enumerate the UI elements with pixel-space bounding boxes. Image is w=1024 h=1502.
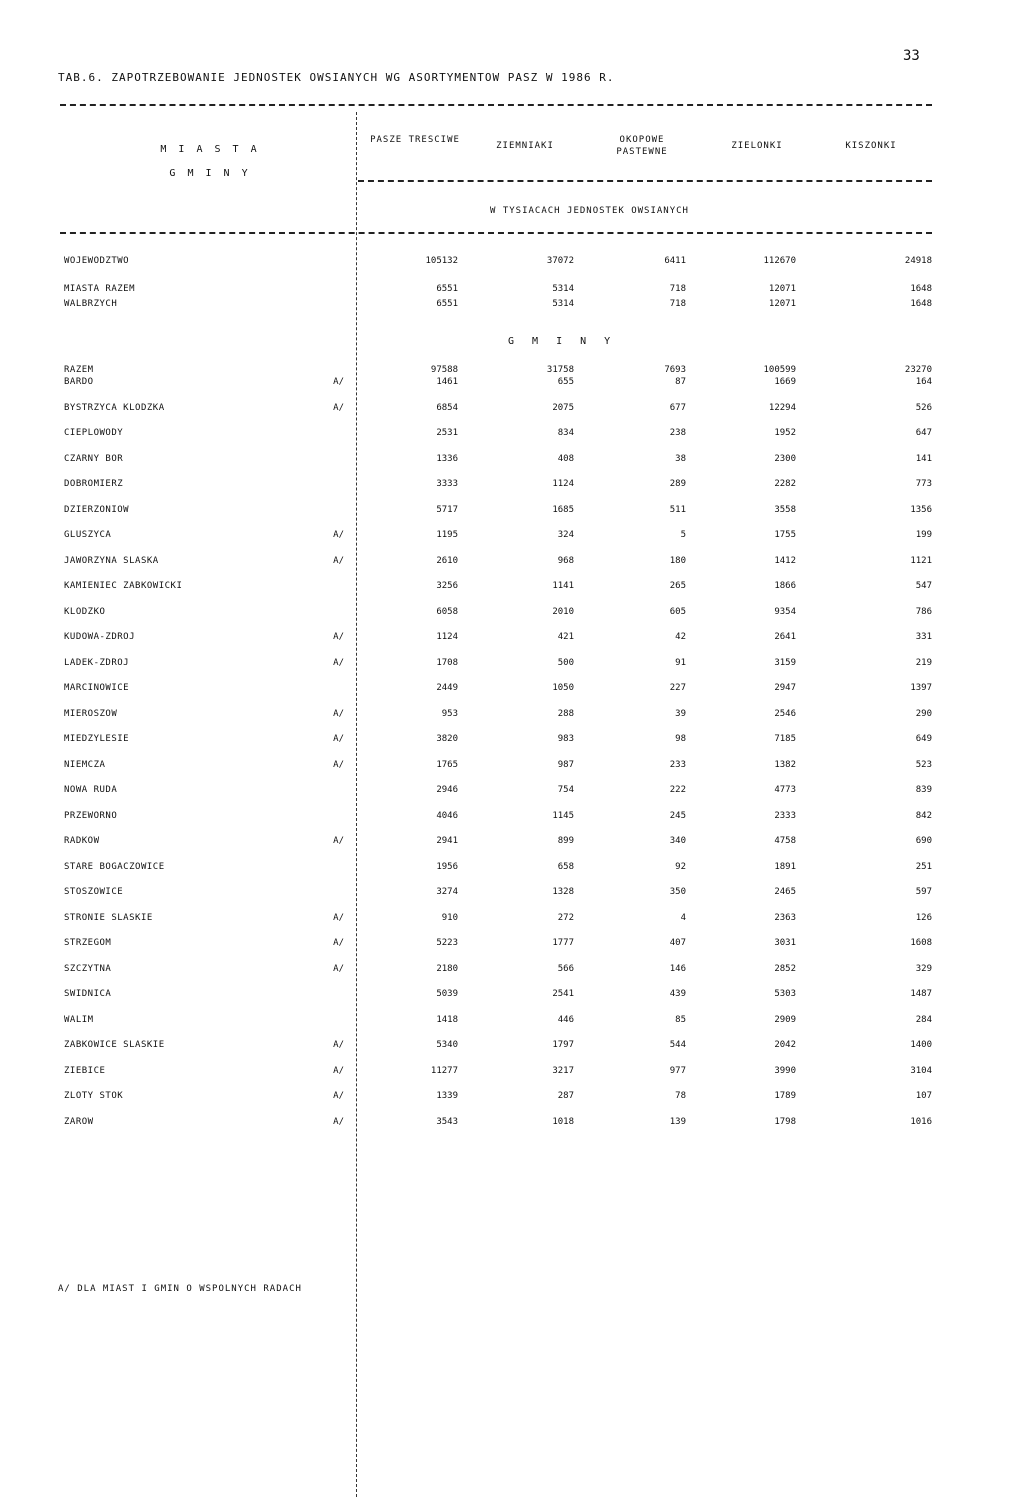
table-row (56, 833, 936, 849)
row-value: 288 (557, 708, 574, 719)
row-value: 5314 (552, 284, 574, 294)
row-value: 6854 (436, 402, 458, 413)
table-row (56, 961, 936, 977)
row-footnote-mark: A/ (333, 912, 344, 923)
row-value: 2449 (436, 683, 458, 693)
row-value: 718 (669, 299, 686, 309)
row-value: 1400 (910, 1040, 932, 1050)
table-row (56, 1088, 936, 1104)
row-value: 329 (915, 963, 932, 974)
row-value: 3333 (436, 479, 458, 489)
row-value: 272 (557, 912, 574, 923)
stub-header-line1: M I A S T A (160, 144, 260, 155)
row-value: 526 (915, 402, 932, 413)
row-value: 4046 (436, 810, 458, 821)
row-value: 42 (675, 632, 686, 642)
row-value: 3031 (774, 938, 796, 948)
row-value: 1145 (552, 810, 574, 821)
row-value: 2909 (774, 1014, 796, 1025)
row-value: 31758 (546, 365, 574, 375)
row-value: 164 (915, 377, 932, 387)
header-separator (358, 180, 932, 182)
row-label: RADKOW (64, 836, 100, 846)
table-row (56, 655, 936, 671)
row-value: 4 (680, 912, 686, 923)
row-value: 6058 (436, 606, 458, 617)
row-value: 544 (669, 1040, 686, 1050)
row-value: 324 (557, 530, 574, 540)
row-footnote-mark: A/ (333, 377, 344, 387)
row-value: 5303 (774, 989, 796, 999)
row-value: 977 (669, 1065, 686, 1076)
row-value: 238 (669, 428, 686, 438)
column-header-pasze: PASZE TRESCIWE (370, 135, 460, 145)
row-value: 658 (557, 861, 574, 872)
row-value: 649 (915, 734, 932, 744)
row-value: 1018 (552, 1116, 574, 1127)
table-row (56, 400, 936, 416)
row-value: 5340 (436, 1040, 458, 1050)
row-label: MIEROSZOW (64, 708, 118, 719)
table-row (56, 1037, 936, 1053)
row-footnote-mark: A/ (333, 555, 344, 566)
row-value: 6411 (664, 256, 686, 266)
row-value: 983 (557, 734, 574, 744)
row-value: 511 (669, 504, 686, 515)
row-value: 987 (557, 759, 574, 770)
row-value: 718 (669, 284, 686, 294)
row-value: 2946 (436, 785, 458, 795)
row-value: 92 (675, 861, 686, 872)
row-value: 1608 (910, 938, 932, 948)
row-label: JAWORZYNA SLASKA (64, 555, 159, 566)
row-value: 7693 (664, 365, 686, 375)
table-row (56, 884, 936, 900)
row-footnote-mark: A/ (333, 938, 344, 948)
row-label: STRZEGOM (64, 938, 112, 948)
row-value: 2010 (552, 606, 574, 617)
row-value: 773 (915, 479, 932, 489)
row-value: 1336 (436, 453, 458, 464)
row-value: 1487 (910, 989, 932, 999)
row-value: 85 (675, 1014, 686, 1025)
row-value: 566 (557, 963, 574, 974)
row-value: 1755 (774, 530, 796, 540)
row-value: 597 (915, 887, 932, 897)
row-value: 3543 (436, 1116, 458, 1127)
row-value: 12071 (768, 284, 796, 294)
row-value: 1669 (774, 377, 796, 387)
row-label: CIEPLOWODY (64, 428, 124, 438)
row-value: 655 (557, 377, 574, 387)
row-value: 4758 (774, 836, 796, 846)
row-value: 2333 (774, 810, 796, 821)
table-row (56, 502, 936, 518)
table-row (56, 296, 936, 312)
header-bottom-rule (60, 232, 932, 234)
row-value: 222 (669, 785, 686, 795)
row-value: 2042 (774, 1040, 796, 1050)
row-value: 139 (669, 1116, 686, 1127)
row-value: 421 (557, 632, 574, 642)
row-value: 842 (915, 810, 932, 821)
row-footnote-mark: A/ (333, 708, 344, 719)
column-header-kiszonki: KISZONKI (845, 141, 897, 151)
row-label: SWIDNICA (64, 989, 112, 999)
row-value: 100599 (763, 365, 796, 375)
row-value: 98 (675, 734, 686, 744)
row-label: PRZEWORNO (64, 810, 118, 821)
table-row (56, 604, 936, 620)
table-row (56, 281, 936, 297)
row-value: 39 (675, 708, 686, 719)
row-value: 2641 (774, 632, 796, 642)
row-value: 500 (557, 657, 574, 668)
column-header-ziemniaki: ZIEMNIAKI (496, 141, 554, 151)
table-row (56, 629, 936, 645)
top-rule (60, 104, 932, 106)
row-value: 1648 (910, 299, 932, 309)
table-row (56, 425, 936, 441)
row-value: 11277 (430, 1065, 458, 1076)
row-value: 1124 (436, 632, 458, 642)
table-row (56, 986, 936, 1002)
table-title: TAB.6. ZAPOTRZEBOWANIE JEDNOSTEK OWSIANYCH WG ASORTYMENTOW PASZ W 1986 R. (58, 71, 615, 84)
row-value: 1789 (774, 1091, 796, 1101)
row-value: 9354 (774, 606, 796, 617)
row-value: 112670 (763, 256, 796, 266)
row-footnote-mark: A/ (333, 657, 344, 668)
row-value: 199 (915, 530, 932, 540)
row-value: 3820 (436, 734, 458, 744)
row-footnote-mark: A/ (333, 1091, 344, 1101)
row-value: 953 (441, 708, 458, 719)
row-value: 5314 (552, 299, 574, 309)
table-row (56, 527, 936, 543)
row-footnote-mark: A/ (333, 759, 344, 770)
row-footnote-mark: A/ (333, 1065, 344, 1076)
row-value: 1195 (436, 530, 458, 540)
row-value: 87 (675, 377, 686, 387)
row-value: 3274 (436, 887, 458, 897)
row-value: 141 (915, 453, 932, 464)
table-row (56, 476, 936, 492)
row-value: 245 (669, 810, 686, 821)
table-row (56, 731, 936, 747)
table-row (56, 680, 936, 696)
row-value: 523 (915, 759, 932, 770)
row-label: DOBROMIERZ (64, 479, 124, 489)
row-value: 5223 (436, 938, 458, 948)
row-value: 78 (675, 1091, 686, 1101)
row-label: DZIERZONIOW (64, 504, 130, 515)
row-value: 2947 (774, 683, 796, 693)
row-value: 1777 (552, 938, 574, 948)
row-footnote-mark: A/ (333, 1040, 344, 1050)
page-number: 33 (903, 48, 920, 64)
row-value: 754 (557, 785, 574, 795)
row-value: 97588 (430, 365, 458, 375)
row-value: 1141 (552, 581, 574, 591)
row-footnote-mark: A/ (333, 734, 344, 744)
row-value: 265 (669, 581, 686, 591)
table-row (56, 935, 936, 951)
row-value: 284 (915, 1014, 932, 1025)
row-value: 407 (669, 938, 686, 948)
row-label: ZLOTY STOK (64, 1091, 124, 1101)
row-value: 786 (915, 606, 932, 617)
row-label: KAMIENIEC ZABKOWICKI (64, 581, 183, 591)
unit-label: W TYSIACACH JEDNOSTEK OWSIANYCH (490, 206, 689, 216)
row-label: RAZEM (64, 365, 94, 375)
row-value: 605 (669, 606, 686, 617)
row-label: STARE BOGACZOWICE (64, 861, 165, 872)
row-footnote-mark: A/ (333, 963, 344, 974)
row-value: 1016 (910, 1116, 932, 1127)
row-value: 968 (557, 555, 574, 566)
row-value: 2531 (436, 428, 458, 438)
row-footnote-mark: A/ (333, 402, 344, 413)
table-row (56, 253, 936, 269)
column-header-okopowe: OKOPOWE PASTEWNE (616, 135, 668, 157)
row-value: 834 (557, 428, 574, 438)
row-label: MIEDZYLESIE (64, 734, 130, 744)
column-divider (356, 112, 357, 1497)
row-value: 2546 (774, 708, 796, 719)
row-label: MARCINOWICE (64, 683, 130, 693)
row-value: 7185 (774, 734, 796, 744)
row-label: GLUSZYCA (64, 530, 112, 540)
row-label: MIASTA RAZEM (64, 284, 136, 294)
row-value: 180 (669, 555, 686, 566)
row-value: 1956 (436, 861, 458, 872)
row-value: 2282 (774, 479, 796, 489)
row-value: 290 (915, 708, 932, 719)
row-footnote-mark: A/ (333, 530, 344, 540)
row-value: 287 (557, 1091, 574, 1101)
row-value: 1050 (552, 683, 574, 693)
row-value: 289 (669, 479, 686, 489)
row-value: 233 (669, 759, 686, 770)
row-value: 1124 (552, 479, 574, 489)
row-label: WALIM (64, 1014, 94, 1025)
table-row (56, 1114, 936, 1130)
row-value: 3159 (774, 657, 796, 668)
row-value: 37072 (546, 256, 574, 266)
row-value: 1461 (436, 377, 458, 387)
table-row (56, 808, 936, 824)
table-row (56, 757, 936, 773)
row-value: 38 (675, 453, 686, 464)
table-row (56, 374, 936, 390)
row-value: 2075 (552, 402, 574, 413)
row-value: 1397 (910, 683, 932, 693)
row-value: 2541 (552, 989, 574, 999)
row-value: 6551 (436, 284, 458, 294)
row-label: WOJEWODZTWO (64, 256, 130, 266)
row-value: 1382 (774, 759, 796, 770)
row-label: ZABKOWICE SLASKIE (64, 1040, 165, 1050)
row-value: 1328 (552, 887, 574, 897)
table-row (56, 553, 936, 569)
footnote: A/ DLA MIAST I GMIN O WSPOLNYCH RADACH (58, 1284, 302, 1294)
row-label: BARDO (64, 377, 94, 387)
row-value: 107 (915, 1091, 932, 1101)
row-label: STOSZOWICE (64, 887, 124, 897)
row-value: 2180 (436, 963, 458, 974)
row-value: 899 (557, 836, 574, 846)
table-row (56, 1012, 936, 1028)
row-value: 1765 (436, 759, 458, 770)
row-value: 91 (675, 657, 686, 668)
row-value: 2941 (436, 836, 458, 846)
row-value: 340 (669, 836, 686, 846)
row-value: 2852 (774, 963, 796, 974)
row-value: 2300 (774, 453, 796, 464)
row-value: 219 (915, 657, 932, 668)
table-row (56, 782, 936, 798)
row-value: 6551 (436, 299, 458, 309)
stub-header-line2: G M I N Y (169, 168, 251, 179)
row-value: 1339 (436, 1091, 458, 1101)
row-value: 3104 (910, 1065, 932, 1076)
table-row (56, 451, 936, 467)
row-footnote-mark: A/ (333, 1116, 344, 1127)
row-value: 1356 (910, 504, 932, 515)
row-value: 1121 (910, 555, 932, 566)
row-footnote-mark: A/ (333, 632, 344, 642)
row-label: LADEK-ZDROJ (64, 657, 130, 668)
row-value: 126 (915, 912, 932, 923)
row-value: 1648 (910, 284, 932, 294)
row-value: 2610 (436, 555, 458, 566)
row-value: 1891 (774, 861, 796, 872)
row-label: WALBRZYCH (64, 299, 118, 309)
row-value: 3558 (774, 504, 796, 515)
row-value: 3256 (436, 581, 458, 591)
row-footnote-mark: A/ (333, 836, 344, 846)
row-value: 331 (915, 632, 932, 642)
row-label: NOWA RUDA (64, 785, 118, 795)
row-value: 1866 (774, 581, 796, 591)
row-value: 2363 (774, 912, 796, 923)
row-value: 690 (915, 836, 932, 846)
table-row (56, 859, 936, 875)
row-label: NIEMCZA (64, 759, 106, 770)
row-value: 1798 (774, 1116, 796, 1127)
table-row (56, 578, 936, 594)
row-value: 439 (669, 989, 686, 999)
row-value: 5 (680, 530, 686, 540)
section-label-gminy: G M I N Y (508, 336, 617, 347)
row-value: 1412 (774, 555, 796, 566)
row-value: 12071 (768, 299, 796, 309)
row-value: 446 (557, 1014, 574, 1025)
column-header-zielonki: ZIELONKI (731, 141, 783, 151)
row-value: 1418 (436, 1014, 458, 1025)
row-label: CZARNY BOR (64, 453, 124, 464)
row-value: 251 (915, 861, 932, 872)
row-value: 4773 (774, 785, 796, 795)
row-value: 3990 (774, 1065, 796, 1076)
table-row (56, 1063, 936, 1079)
table-row (56, 706, 936, 722)
row-value: 839 (915, 785, 932, 795)
row-value: 1685 (552, 504, 574, 515)
row-value: 647 (915, 428, 932, 438)
row-value: 547 (915, 581, 932, 591)
row-label: BYSTRZYCA KLODZKA (64, 402, 165, 413)
row-value: 5039 (436, 989, 458, 999)
row-value: 1708 (436, 657, 458, 668)
row-value: 1952 (774, 428, 796, 438)
row-value: 677 (669, 402, 686, 413)
row-label: SZCZYTNA (64, 963, 112, 974)
row-value: 12294 (768, 402, 796, 413)
row-value: 910 (441, 912, 458, 923)
row-value: 5717 (436, 504, 458, 515)
row-value: 24918 (904, 256, 932, 266)
table-row (56, 910, 936, 926)
row-value: 3217 (552, 1065, 574, 1076)
row-value: 105132 (425, 256, 458, 266)
row-value: 408 (557, 453, 574, 464)
row-value: 350 (669, 887, 686, 897)
row-value: 146 (669, 963, 686, 974)
row-label: STRONIE SLASKIE (64, 912, 153, 923)
row-label: KLODZKO (64, 606, 106, 617)
row-value: 23270 (904, 365, 932, 375)
row-value: 1797 (552, 1040, 574, 1050)
row-label: ZAROW (64, 1116, 94, 1127)
row-value: 2465 (774, 887, 796, 897)
row-value: 227 (669, 683, 686, 693)
row-label: ZIEBICE (64, 1065, 106, 1076)
row-label: KUDOWA-ZDROJ (64, 632, 136, 642)
